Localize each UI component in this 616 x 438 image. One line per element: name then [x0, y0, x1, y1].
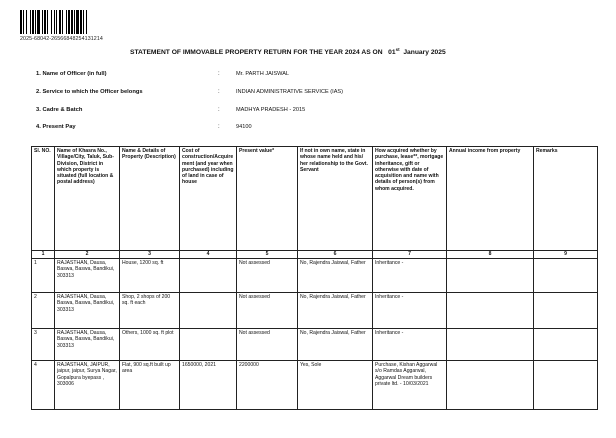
field-value: INDIAN ADMINISTRATIVE SERVICE (IAS): [236, 89, 344, 95]
column-number: 3: [120, 251, 180, 259]
table-cell: RAJASTHAN, Dausa, Baswa, Baswa, Bandikui, 303313: [55, 329, 120, 361]
column-number-row: [32, 251, 598, 259]
table-cell: Purchase, Kishan Aggarwal s/o Ramdas Aggarwal, Aggarwal Dream builders private ltd. - 10/03/2021: [373, 361, 447, 410]
field-value: MADHYA PRADESH - 2015: [236, 107, 306, 113]
table-cell: [180, 259, 237, 293]
table-cell: 1650000, 2021: [180, 361, 237, 410]
table-cell: RAJASTHAN, Dausa, Baswa, Baswa, Bandikui, 303313: [55, 293, 120, 329]
title-day-suffix: st: [395, 47, 400, 52]
table-cell: Not assessed: [237, 293, 298, 329]
table-cell: Not assessed: [237, 259, 298, 293]
table-cell: House, 1200 sq. ft: [120, 259, 180, 293]
header-cell: Name of Khasra No., Village/City, Taluk, Sub-Division, District in which property is situated (full location & postal address): [55, 147, 120, 251]
field-label: 3. Cadre & Batch: [36, 107, 83, 113]
header-cell: Present value*: [237, 147, 298, 251]
field-label: 1. Name of Officer (in full): [36, 71, 107, 77]
table-cell: Inheritance -: [373, 329, 447, 361]
table-cell: 4: [32, 361, 55, 410]
table-cell: [534, 329, 598, 361]
field-label: 2. Service to which the Officer belongs: [36, 89, 143, 95]
field-colon: :: [218, 107, 220, 113]
field-colon: :: [218, 71, 220, 77]
table-cell: [534, 259, 598, 293]
header-cell: Remarks: [534, 147, 598, 251]
table-cell: Others, 1000 sq. ft plot: [120, 329, 180, 361]
field-colon: :: [218, 124, 220, 130]
column-number: 9: [534, 251, 598, 259]
table-cell: [180, 329, 237, 361]
table-cell: [447, 361, 534, 410]
table-cell: 1: [32, 259, 55, 293]
table-cell: Yes, Sole: [298, 361, 373, 410]
field-value: 94100: [236, 124, 252, 130]
field-label: 4. Present Pay: [36, 124, 76, 130]
column-number: 5: [237, 251, 298, 259]
table-cell: Shop, 2 shops of 200 sq. ft each: [120, 293, 180, 329]
table-cell: 3: [32, 329, 55, 361]
column-number: 7: [373, 251, 447, 259]
table-row: [32, 329, 598, 361]
table-cell: No, Rajendra Jaiswal, Father: [298, 293, 373, 329]
table-cell: Inheritance -: [373, 259, 447, 293]
table-cell: [447, 293, 534, 329]
title-suffix: January 2025: [403, 49, 446, 57]
barcode-number: 2025-68042-26566848254131214: [20, 36, 103, 42]
table-cell: No, Rajendra Jaiswal, Father: [298, 259, 373, 293]
column-number: 1: [32, 251, 55, 259]
header-cell: Sl. NO.: [32, 147, 55, 251]
column-number: 8: [447, 251, 534, 259]
title-day: 01: [388, 49, 396, 57]
table-cell: 2200000: [237, 361, 298, 410]
field-value: Mr. PARTH JAISWAL: [236, 71, 290, 77]
table-cell: 2: [32, 293, 55, 329]
table-cell: Inheritance -: [373, 293, 447, 329]
table-header-row: [32, 147, 598, 251]
header-cell: If not in own name, state in whose name held and his/ her relationship to the Govt. Servant: [298, 147, 373, 251]
table-cell: Not assessed: [237, 329, 298, 361]
page-title: [130, 47, 550, 56]
table-cell: [180, 293, 237, 329]
table-cell: [447, 329, 534, 361]
column-number: 6: [298, 251, 373, 259]
barcode-image: [20, 10, 124, 34]
table-row: [32, 259, 598, 293]
table-cell: No, Rajendra Jaiswal, Father: [298, 329, 373, 361]
table-cell: RAJASTHAN, JAIPUR, jaipur, jaipur, Surya Nagar, Gopalpura byepass , 303006: [55, 361, 120, 410]
table-cell: RAJASTHAN, Dausa, Baswa, Baswa, Bandikui, 303313: [55, 259, 120, 293]
table-cell: [534, 293, 598, 329]
column-number: 4: [180, 251, 237, 259]
header-cell: Annual income from property: [447, 147, 534, 251]
table-cell: Flat, 900 sq.ft built up area: [120, 361, 180, 410]
table-cell: [534, 361, 598, 410]
header-cell: Name & Details of Property (Description): [120, 147, 180, 251]
table-cell: [447, 259, 534, 293]
property-table: [31, 146, 598, 410]
table-row: [32, 361, 598, 410]
field-colon: :: [218, 89, 220, 95]
header-cell: Cost of construction/Acquirement (and year when purchased) including of land in case of house: [180, 147, 237, 251]
column-number: 2: [55, 251, 120, 259]
barcode-graphic: [20, 10, 124, 34]
table-row: [32, 293, 598, 329]
title-prefix: STATEMENT OF IMMOVABLE PROPERTY RETURN FOR THE YEAR 2024 AS ON: [130, 49, 383, 57]
header-cell: How acquired whether by purchase, lease**, mortgage inheritance, gift or otherwise with date of acquisition and name with details of person(s) from whom acquired.: [373, 147, 447, 251]
